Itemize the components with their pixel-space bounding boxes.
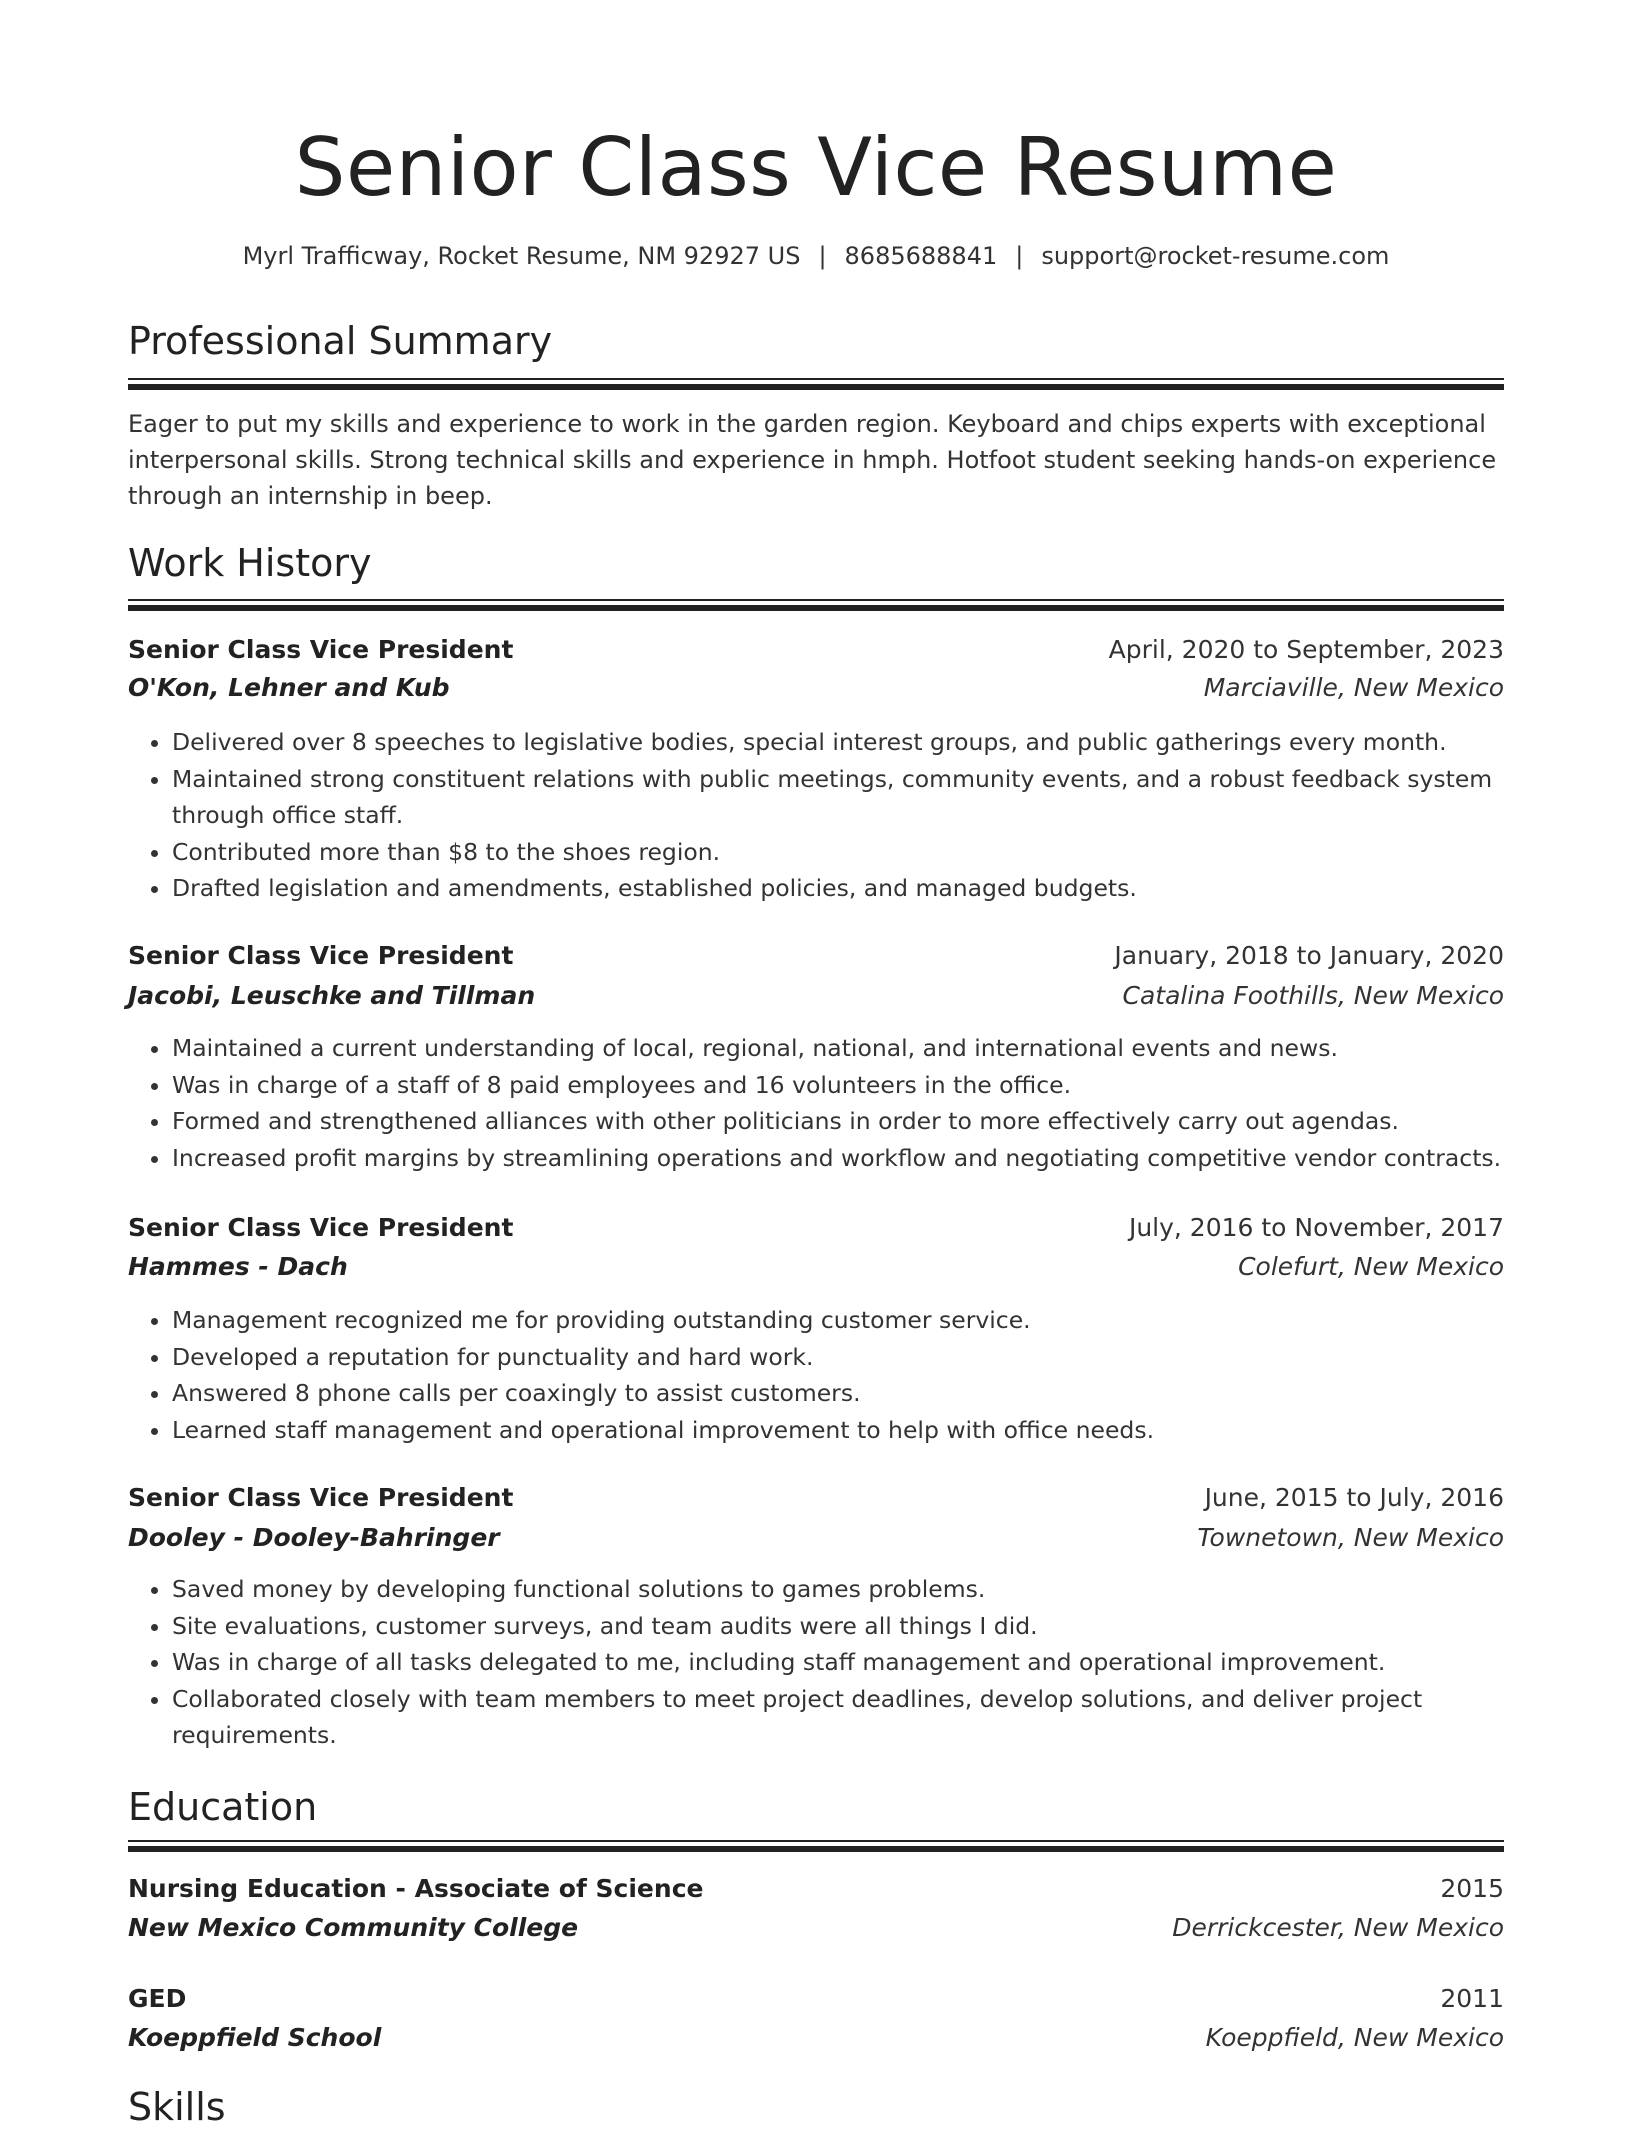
- job-title-row: [128, 1479, 1504, 1517]
- list-item: • Collaborated closely with team members to meet project deadlines, develop solutions, and deliver project requirements.: [172, 1681, 1504, 1754]
- job-dates: April, 2020 to September, 2023: [1108, 635, 1504, 664]
- summary-text: Eager to put my skills and experience to work in the garden region. Keyboard and chips experts with exceptional interpersonal skills. Strong technical skills and experience in hmph. Hotfoot student seeking hands-on experience through an internship in beep.: [128, 410, 1497, 510]
- job-location: Catalina Foothills, New Mexico: [1122, 981, 1504, 1010]
- section-heading: Professional Summary: [128, 319, 553, 363]
- list-item: • Maintained a current understanding of local, regional, national, and international events and news.: [172, 1030, 1504, 1067]
- job-company: Jacobi, Leuschke and Tillman: [128, 981, 536, 1010]
- list-item: • Contributed more than $8 to the shoes region.: [172, 834, 1504, 871]
- section-heading: Education: [128, 1785, 318, 1829]
- job-bullets: [128, 724, 1504, 907]
- list-item: • Saved money by developing functional solutions to games problems.: [172, 1571, 1504, 1608]
- job-title: Senior Class Vice President: [128, 635, 514, 664]
- section-divider: [128, 378, 1504, 390]
- section-education-header: [128, 1782, 1504, 1832]
- education-school-row: [128, 2019, 1504, 2057]
- section-divider: [128, 1840, 1504, 1852]
- list-item: • Was in charge of a staff of 8 paid employees and 16 volunteers in the office.: [172, 1067, 1504, 1104]
- job-bullets: [128, 1030, 1504, 1176]
- job-title-row: [128, 631, 1504, 669]
- list-item: • Delivered over 8 speeches to legislative bodies, special interest groups, and public gatherings every month.: [172, 724, 1504, 761]
- education-year: 2011: [1440, 1984, 1504, 2013]
- section-skills-header: [128, 2082, 1504, 2132]
- education-year: 2015: [1440, 1874, 1504, 1903]
- education-school: New Mexico Community College: [128, 1913, 579, 1942]
- job-location: Townetown, New Mexico: [1197, 1523, 1504, 1552]
- education-degree: GED: [128, 1984, 187, 2013]
- contact-email: support@rocket-resume.com: [1041, 242, 1390, 270]
- job-company-row: [128, 1248, 1504, 1286]
- contact-separator: |: [1015, 242, 1024, 270]
- education-degree-row: [128, 1980, 1504, 2018]
- section-divider: [128, 599, 1504, 611]
- list-item: • Drafted legislation and amendments, established policies, and managed budgets.: [172, 870, 1504, 907]
- education-location: Derrickcester, New Mexico: [1172, 1913, 1504, 1942]
- job-title: Senior Class Vice President: [128, 1213, 514, 1242]
- section-heading: Skills: [128, 2085, 226, 2129]
- education-school: Koeppfield School: [128, 2023, 382, 2052]
- job-title: Senior Class Vice President: [128, 941, 514, 970]
- education-school-row: [128, 1909, 1504, 1947]
- list-item: • Management recognized me for providing outstanding customer service.: [172, 1302, 1504, 1339]
- section-heading: Work History: [128, 541, 372, 585]
- education-location: Koeppfield, New Mexico: [1205, 2023, 1504, 2052]
- list-item: • Increased profit margins by streamlining operations and workflow and negotiating competitive vendor contracts.: [172, 1140, 1504, 1177]
- job-location: Marciaville, New Mexico: [1203, 673, 1504, 702]
- job-company-row: [128, 1519, 1504, 1557]
- job-dates: June, 2015 to July, 2016: [1204, 1483, 1504, 1512]
- job-title-row: [128, 1209, 1504, 1247]
- job-company: O'Kon, Lehner and Kub: [128, 673, 450, 702]
- contact-address: Myrl Trafficway, Rocket Resume, NM 92927 US: [242, 242, 801, 270]
- job-bullets: [128, 1302, 1504, 1448]
- list-item: • Answered 8 phone calls per coaxingly to assist customers.: [172, 1375, 1504, 1412]
- job-dates: July, 2016 to November, 2017: [1128, 1213, 1504, 1242]
- job-company-row: [128, 669, 1504, 707]
- job-dates: January, 2018 to January, 2020: [1114, 941, 1504, 970]
- list-item: • Was in charge of all tasks delegated to me, including staff management and operational improvement.: [172, 1644, 1504, 1681]
- job-company-row: [128, 977, 1504, 1015]
- contact-phone: 8685688841: [844, 242, 998, 270]
- contact-line: [128, 238, 1504, 274]
- job-title-row: [128, 937, 1504, 975]
- resume-title: Senior Class Vice Resume: [294, 121, 1338, 214]
- section-work-header: [128, 538, 1504, 588]
- contact-separator: |: [818, 242, 827, 270]
- job-company: Dooley - Dooley-Bahringer: [128, 1523, 500, 1552]
- list-item: • Developed a reputation for punctuality and hard work.: [172, 1339, 1504, 1376]
- education-degree-row: [128, 1870, 1504, 1908]
- job-location: Colefurt, New Mexico: [1238, 1252, 1504, 1281]
- list-item: • Learned staff management and operational improvement to help with office needs.: [172, 1412, 1504, 1449]
- list-item: • Formed and strengthened alliances with other politicians in order to more effectively carry out agendas.: [172, 1103, 1504, 1140]
- section-summary-header: [128, 316, 1504, 366]
- job-company: Hammes - Dach: [128, 1252, 348, 1281]
- list-item: • Site evaluations, customer surveys, and team audits were all things I did.: [172, 1608, 1504, 1645]
- education-degree: Nursing Education - Associate of Science: [128, 1874, 704, 1903]
- job-title: Senior Class Vice President: [128, 1483, 514, 1512]
- list-item: • Maintained strong constituent relations with public meetings, community events, and a robust feedback system through office staff.: [172, 761, 1504, 834]
- job-bullets: [128, 1571, 1504, 1754]
